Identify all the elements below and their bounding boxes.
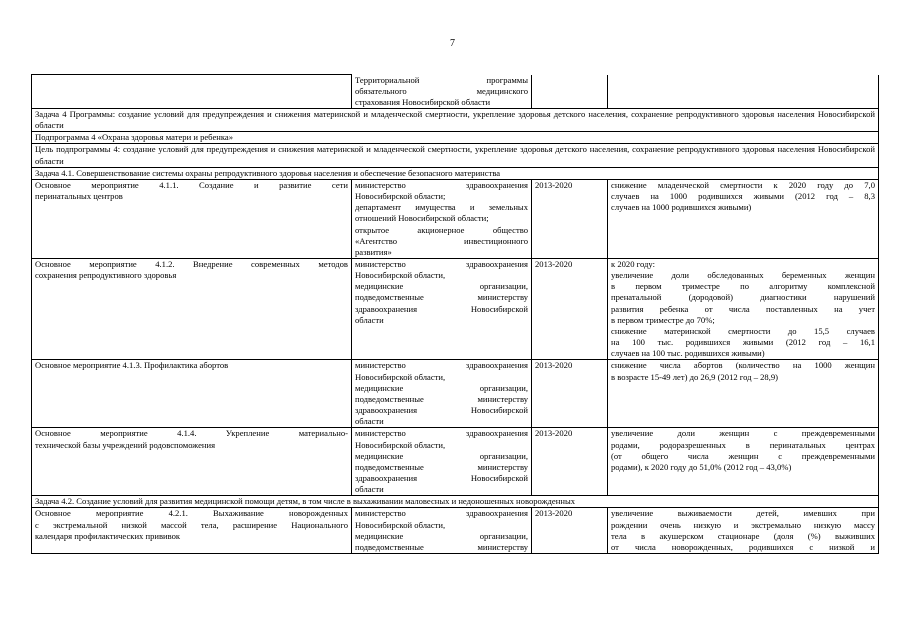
subprogram-row [32, 132, 879, 144]
task4-text: Задача 4 Программы: создание условий для предупреждения и снижения материнской и младенческой смертности, укрепление здоровья детского населения, сохранение репродуктивного здоровья населения Новосибирской области [35, 108, 875, 131]
page-number: 7 [450, 38, 455, 49]
text-line: развития» [355, 246, 392, 257]
text-line: министерство здравоохранения [355, 360, 528, 371]
text-line: страхования Новосибирской области [355, 96, 491, 107]
table-row [32, 259, 879, 360]
text-line: с экстремальной низкой массой тела, расширение Национального [35, 519, 348, 530]
period-cell: 2013-2020 [532, 259, 608, 360]
text-line: родами, родоразрешенных в перинатальных центрах [611, 439, 875, 450]
text-line: здравоохранения Новосибирской [355, 405, 528, 416]
text-line: Новосибирской области, [355, 519, 446, 530]
text-line: календаря профилактических прививок [35, 530, 181, 541]
executor-cell [352, 428, 532, 496]
text-line: случаев на 100 тыс. родившихся живыми) [611, 348, 765, 359]
text-line: случаев на 1000 родившихся живыми) [611, 202, 752, 213]
activity-cell [32, 259, 352, 360]
task4-heading [32, 108, 879, 131]
text-line: подведомственные министерству [355, 393, 528, 404]
text-line: департамент имущества и земельных [355, 202, 528, 213]
task-row [32, 496, 879, 508]
text-line: Основное мероприятие 4.1.1. Создание и развитие сети [35, 179, 348, 190]
text-line: открытое акционерное общество [355, 224, 528, 235]
executor-cell [352, 508, 532, 554]
period-cell [532, 75, 608, 109]
text-line: министерство здравоохранения [355, 259, 528, 269]
activity-cell [32, 508, 352, 554]
period-cell: 2013-2020 [532, 360, 608, 428]
text-line: в возрасте 15-49 лет) до 26,9 (2012 год – 28,9) [611, 371, 779, 382]
result-cell [608, 508, 879, 554]
result-cell [608, 75, 879, 109]
text-line: здравоохранения Новосибирской [355, 303, 528, 314]
text-line: области [355, 484, 384, 495]
text-line: тела в акушерском стационаре (доля (%) выживших [611, 530, 875, 541]
text-line: Основное мероприятие 4.1.3. Профилактика абортов [35, 360, 229, 371]
text-line: подведомственные министерству [355, 541, 528, 552]
goal-row [32, 144, 879, 167]
text-line: случаев на 1000 родившихся живыми (2012 год – 8,3 [611, 191, 875, 202]
result-cell [608, 428, 879, 496]
text-line: Основное мероприятие 4.2.1. Выхаживание новорожденных [35, 508, 348, 519]
text-line: снижение материнской смертности до 15,5 случаев [611, 325, 875, 336]
task41-heading: Задача 4.1. Совершенствование системы охраны репродуктивного здоровья населения и обеспечение безопасного материнства [32, 167, 879, 179]
text-line: отношений Новосибирской области; [355, 213, 489, 224]
executor-cell [352, 360, 532, 428]
text-line: увеличение доли женщин с преждевременными [611, 428, 875, 439]
text-line: пренатальной (дородовой) диагностики нарушений [611, 292, 875, 303]
table-row [32, 360, 879, 428]
text-line: в первом триместре по алгоритму комплексной [611, 281, 875, 292]
text-line: развития ребенка от числа поставленных на учет [611, 303, 875, 314]
task-row [32, 167, 879, 179]
text-line: на 100 тыс. родившихся живыми (2012 год – 16,1 [611, 337, 875, 348]
table-row [32, 428, 879, 496]
activity-cell [32, 428, 352, 496]
subprogram4-heading: Подпрограмма 4 «Охрана здоровья матери и ребенка» [32, 132, 879, 144]
text-line: здравоохранения Новосибирской [355, 472, 528, 483]
text-line: снижение младенческой смертности к 2020 году до 7,0 [611, 179, 875, 190]
executor-cell [352, 179, 532, 258]
text-line: Основное мероприятие 4.1.4. Укрепление материально- [35, 428, 348, 439]
text-line: подведомственные министерству [355, 461, 528, 472]
result-cell [608, 259, 879, 360]
goal4-text: Цель подпрограммы 4: создание условий для предупреждения и снижения материнской и младенческой смертности, укрепление здоровья детского населения, сохранение репродуктивного здоровья населения Новосибирской области [35, 144, 875, 166]
text-line: родами), к 2020 году до 51,0% (2012 год – 43,0%) [611, 461, 792, 472]
period-cell: 2013-2020 [532, 508, 608, 554]
text-line: медицинские организации, [355, 382, 528, 393]
text-line: в первом триместре до 70%; [611, 314, 715, 325]
text-line: от числа новорожденных, родившихся с низкой и [611, 541, 875, 552]
text-line: медицинские организации, [355, 530, 528, 541]
text-line: к 2020 году: [611, 259, 655, 269]
executor-cell [352, 259, 532, 360]
period-cell: 2013-2020 [532, 179, 608, 258]
text-line: снижение числа абортов (количество на 1000 женщин [611, 360, 875, 371]
goal4-heading [32, 144, 879, 167]
text-line: перинатальных центров [35, 191, 123, 202]
activity-cell [32, 360, 352, 428]
result-cell [608, 360, 879, 428]
executor-cell [352, 75, 532, 109]
text-line: министерство здравоохранения [355, 179, 528, 190]
text-line: подведомственные министерству [355, 292, 528, 303]
text-line: увеличение доли обследованных беременных женщин [611, 270, 875, 281]
empty-cell [32, 75, 352, 109]
text-line: технической базы учреждений родовспоможения [35, 439, 216, 450]
task42-heading: Задача 4.2. Создание условий для развития медицинской помощи детям, в том числе в выхаживании маловесных и недоношенных новорожденных [32, 496, 879, 508]
text-line: Территориальной программы [355, 74, 528, 85]
text-line: медицинские организации, [355, 450, 528, 461]
text-line: Новосибирской области, [355, 270, 446, 281]
text-line: сохранения репродуктивного здоровья [35, 270, 177, 281]
text-line: Новосибирской области, [355, 439, 446, 450]
period-cell: 2013-2020 [532, 428, 608, 496]
program-table [31, 74, 879, 554]
text-line: Новосибирской области; [355, 191, 446, 202]
text-line: Основное мероприятие 4.1.2. Внедрение современных методов [35, 259, 348, 269]
text-line: области [355, 416, 384, 427]
table-row-top [32, 75, 879, 109]
text-line: министерство здравоохранения [355, 508, 528, 519]
text-line: области [355, 314, 384, 325]
table-row [32, 508, 879, 554]
text-line: медицинские организации, [355, 281, 528, 292]
text-line: (от общего числа женщин с преждевременными [611, 450, 875, 461]
activity-cell [32, 179, 352, 258]
text-line: увеличение выживаемости детей, имевших при [611, 508, 875, 519]
result-cell [608, 179, 879, 258]
text-line: «Агентство инвестиционного [355, 235, 528, 246]
text-line: Новосибирской области, [355, 371, 446, 382]
text-line: рождении очень низкую и экстремально низкую массу [611, 519, 875, 530]
text-line: министерство здравоохранения [355, 428, 528, 439]
table-row [32, 179, 879, 258]
task-row [32, 108, 879, 131]
text-line: обязательного медицинского [355, 85, 528, 96]
